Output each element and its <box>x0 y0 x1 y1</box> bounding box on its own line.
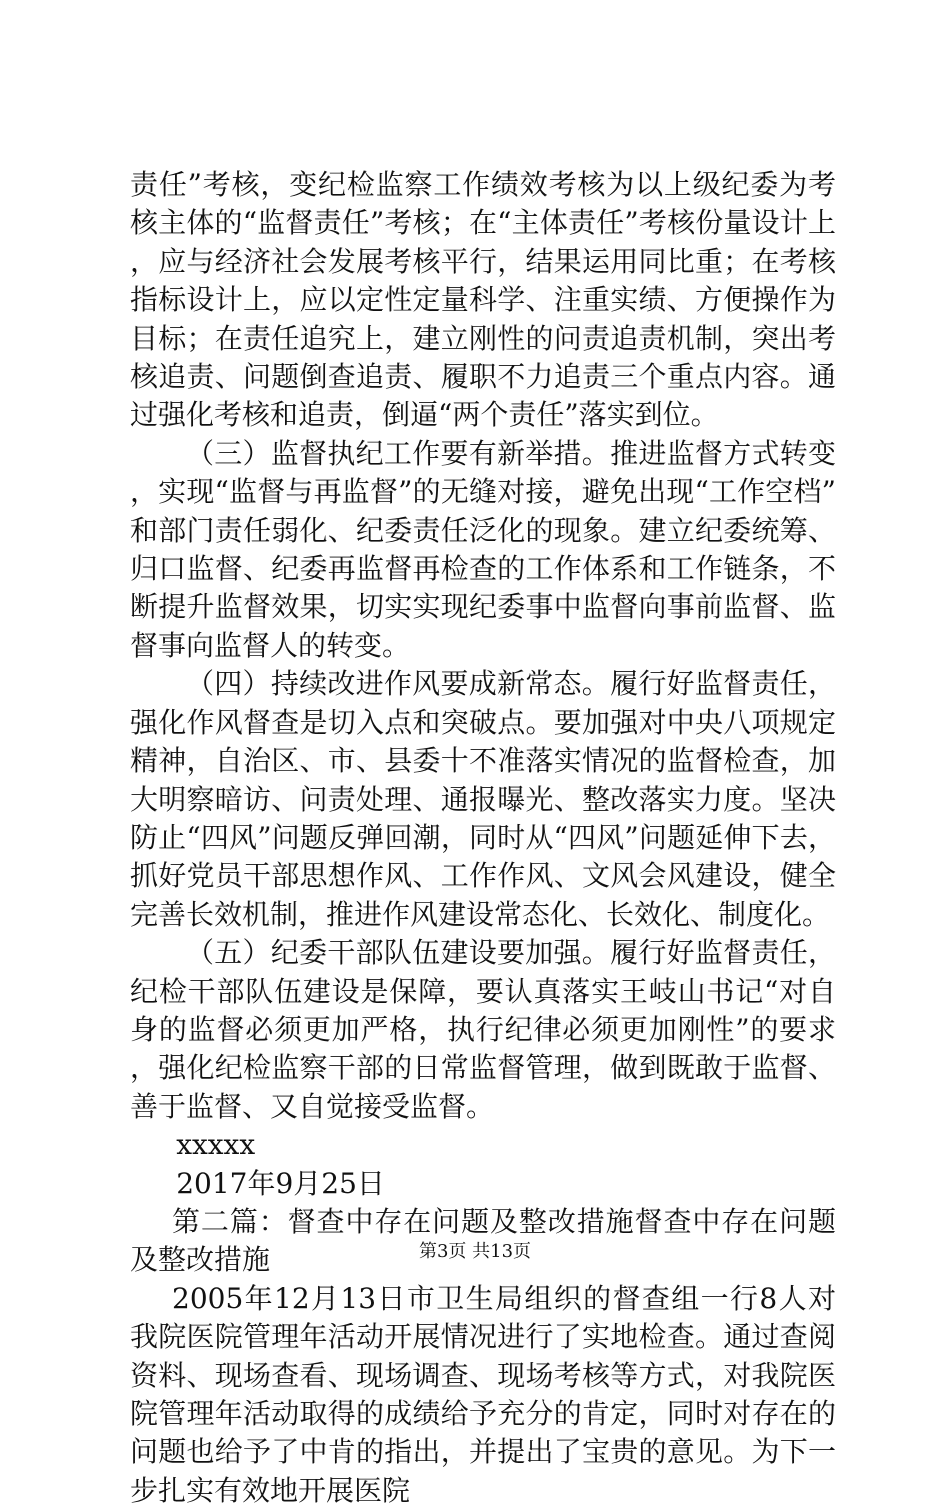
page-footer: 第3页 共13页 <box>418 1241 532 1262</box>
paragraph-section-5: （五）纪委干部队伍建设要加强。履行好监督责任，纪检干部队伍建设是保障，要认真落实王岐山书记“对自身的监督必须更加严格，执行纪律必须更加刚性”的要求，强化纪检监察干部的日常监督管理，做到既敢于监督、善于监督、又自觉接受监督。 <box>130 936 836 1123</box>
paragraph-section-3: （三）监督执纪工作要有新举措。推进监督方式转变，实现“监督与再监督”的无缝对接，避免出现“工作空档”和部门责任弱化、纪委责任泛化的现象。建立纪委统筹、归口监督、纪委再监督再检查的工作体系和工作链条，不断提升监督效果，切实实现纪委事中监督向事前监督、监督事向监督人的转变。 <box>130 436 836 662</box>
paragraph-continuation: 责任”考核，变纪检监察工作绩效考核为以上级纪委为考核主体的“监督责任”考核；在“主体责任”考核份量设计上，应与经济社会发展考核平行，结果运用同比重；在考核指标设计上，应以定性定量科学、注重实绩、方便操作为目标；在责任追究上，建立刚性的问责追责机制，突出考核追责、问题倒查追责、履职不力追责三个重点内容。通过强化考核和追责，倒逼“两个责任”落实到位。 <box>130 168 836 432</box>
paragraph-section-4: （四）持续改进作风要成新常态。履行好监督责任，强化作风督查是切入点和突破点。要加强对中央八项规定精神，自治区、市、县委十不准落实情况的监督检查，加大明察暗访、问责处理、通报曝光、整改落实力度。坚决防止“四风”问题反弹回潮，同时从“四风”问题延伸下去，抓好党员干部思想作风、工作作风、文风会风建设，健全完善长效机制，推进作风建设常态化、长效化、制度化。 <box>130 667 836 931</box>
signature-name: xxxxx <box>176 1128 256 1162</box>
document-body <box>130 166 836 1510</box>
chapter-heading: 第二篇：督查中存在问题及整改措施督查中存在问题及整改措施 <box>130 1204 836 1277</box>
paragraph-inspection-intro: 2005年12月13日市卫生局组织的督查组一行8人对我院医院管理年活动开展情况进行了实地检查。通过查阅资料、现场查看、现场调查、现场考核等方式，对我院医院管理年活动取得的成绩给予充分的肯定，同时对存在的问题也给予了中肯的指出，并提出了宝贵的意见。为下一步扎实有效地开展医院 <box>130 1281 836 1507</box>
signature-date: 2017年9月25日 <box>176 1166 385 1200</box>
